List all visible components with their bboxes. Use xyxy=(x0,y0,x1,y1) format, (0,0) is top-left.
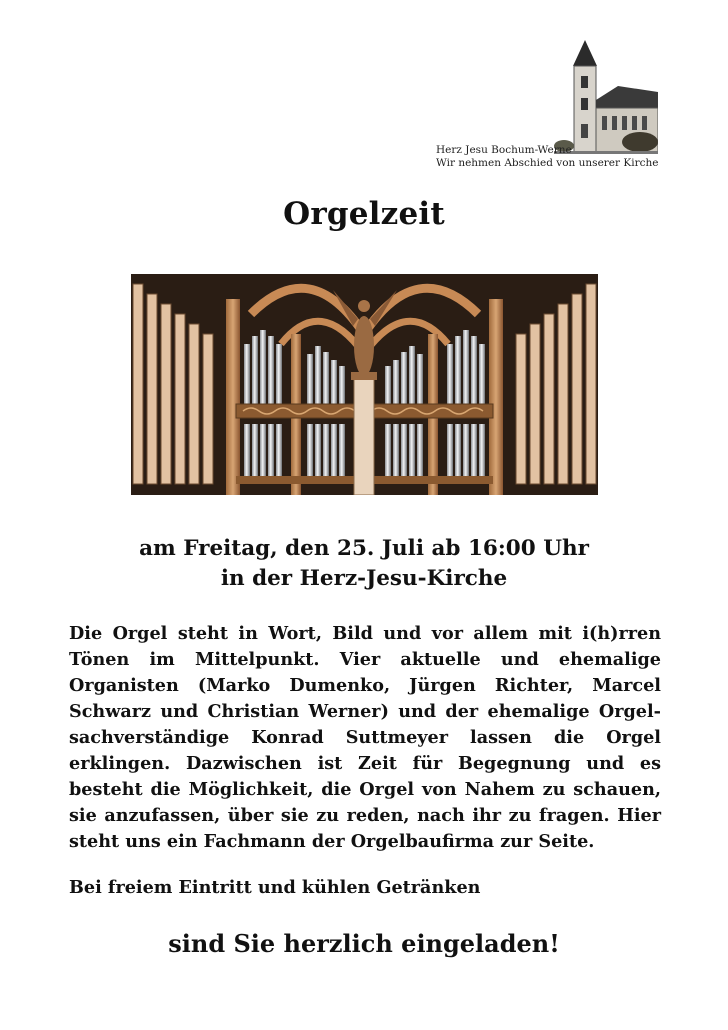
church-illustration xyxy=(554,38,658,154)
header-block xyxy=(436,38,668,172)
date-line-1: am Freitag, den 25. Juli ab 16:00 Uhr xyxy=(139,536,589,561)
date-line-2: in der Herz-Jesu-Kirche xyxy=(220,566,508,591)
description-paragraph: Die Orgel steht in Wort, Bild und vor allem mit i(h)rren Tönen im Mittelpunkt. Vier aktuelle und ehemalige Organisten (Marko Dumenko, Jürgen Richter, Marcel Schwarz und Christian Werner) und der ehemalige Orgel- sachverständige Konrad Suttmeyer lassen die Orgel erklingen. Dazwischen ist Zeit für Begegnung und es besteht die Möglichkeit, die Orgel von Nahem zu schauen, sie anzufassen, über sie zu reden, nach ihr zu fragen. Hier steht uns ein Fachmann der Orgelbaufirma zur Seite. xyxy=(69,623,661,852)
organ-photo xyxy=(131,274,598,495)
page-title: Orgelzeit xyxy=(283,196,445,232)
admission-note: Bei freiem Eintritt und kühlen Getränken xyxy=(69,877,481,898)
tagline: Wir nehmen Abschied von unserer Kirche xyxy=(436,157,659,169)
closing-invitation: sind Sie herzlich eingeladen! xyxy=(168,929,560,958)
parish-name: Herz Jesu Bochum-Werne xyxy=(436,144,572,156)
